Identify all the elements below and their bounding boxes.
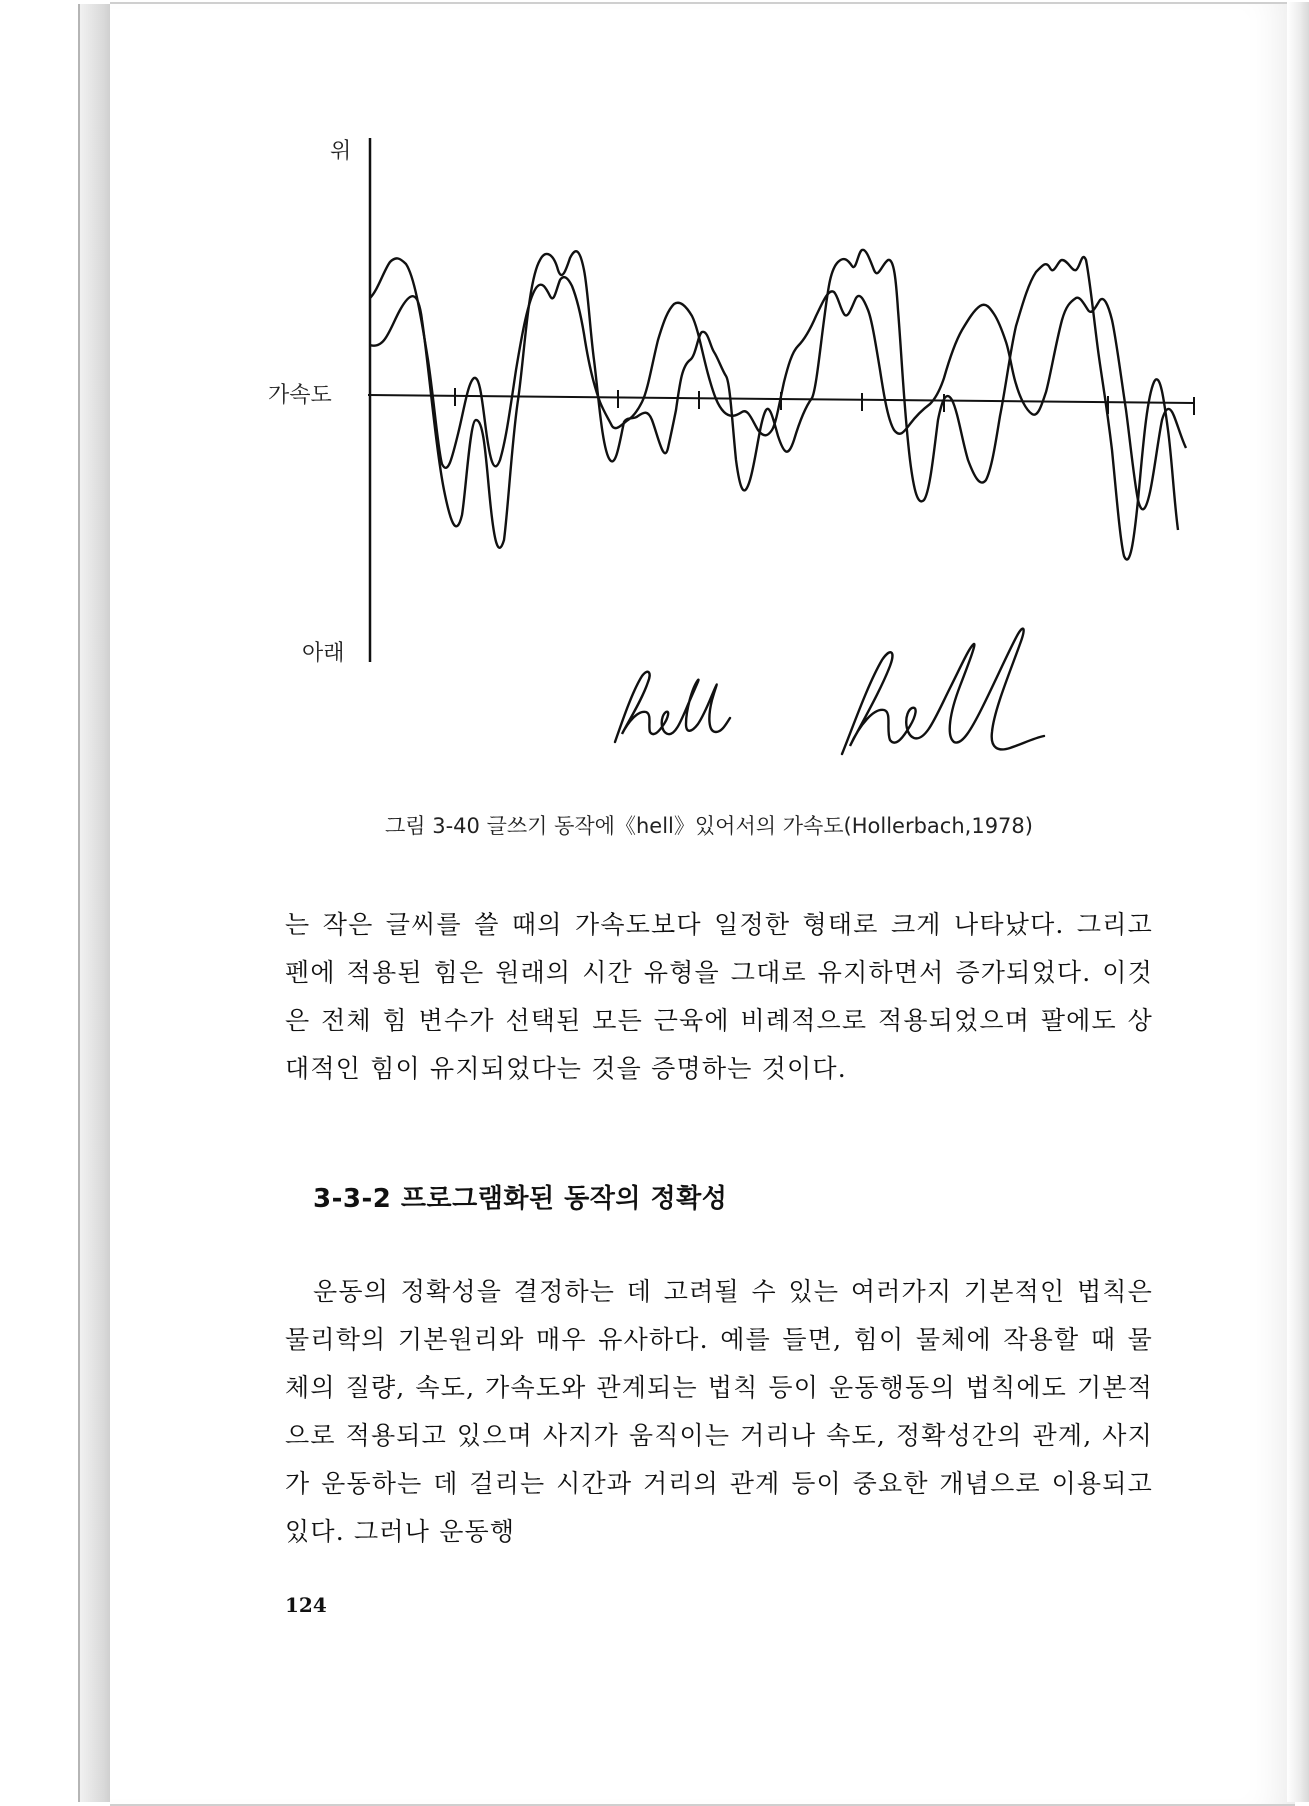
section-heading: 3-3-2 프로그램화된 동작의 정확성: [313, 1184, 728, 1214]
acceleration-figure: [250, 120, 1210, 780]
handwriting-hell-small: [615, 672, 730, 742]
body-paragraph-2: 운동의 정확성을 결정하는 데 고려될 수 있는 여러가지 기본적인 법칙은 물리학의 기본원리와 매우 유사하다. 예를 들면, 힘이 물체에 작용할 때 물체의 질량, 속도, 가속도와 관계되는 법칙 등이 운동행동의 법칙에도 기본적으로 적용되고 있으며 사지가 움직이는 거리나 속도, 정확성간의 관계, 사지가 운동하는 데 걸리는 시간과 거리의 관계 등이 중요한 개념으로 이용되고 있다. 그러나 운동행: [285, 1277, 1153, 1546]
page-right-edge: [1287, 2, 1309, 1802]
figure-caption: 그림 3-40 글쓰기 동작에《hell》있어서의 가속도(Hollerbach,1978): [385, 814, 1033, 838]
y-axis-mid-label: 가속도: [268, 383, 332, 408]
acceleration-trace-small: [370, 258, 1186, 509]
y-axis-bottom-label: 아래: [302, 641, 345, 666]
book-spine-edge: [78, 4, 114, 1802]
page-number: 124: [285, 1593, 327, 1617]
y-axis-top-label: 위: [330, 139, 352, 164]
body-paragraph-1: 는 작은 글씨를 쓸 때의 가속도보다 일정한 형태로 크게 나타났다. 그리고 펜에 적용된 힘은 원래의 시간 유형을 그대로 유지하면서 증가되었다. 이것은 전체 힘 변수가 선택된 모든 근육에 비례적으로 적용되었으며 팔에도 상대적인 힘이 유지되었다는 것을 증명하는 것이다.: [285, 910, 1153, 1083]
handwriting-hell-large: [842, 629, 1044, 754]
acceleration-trace-graph: [250, 120, 1210, 780]
acceleration-trace-large: [370, 250, 1178, 560]
